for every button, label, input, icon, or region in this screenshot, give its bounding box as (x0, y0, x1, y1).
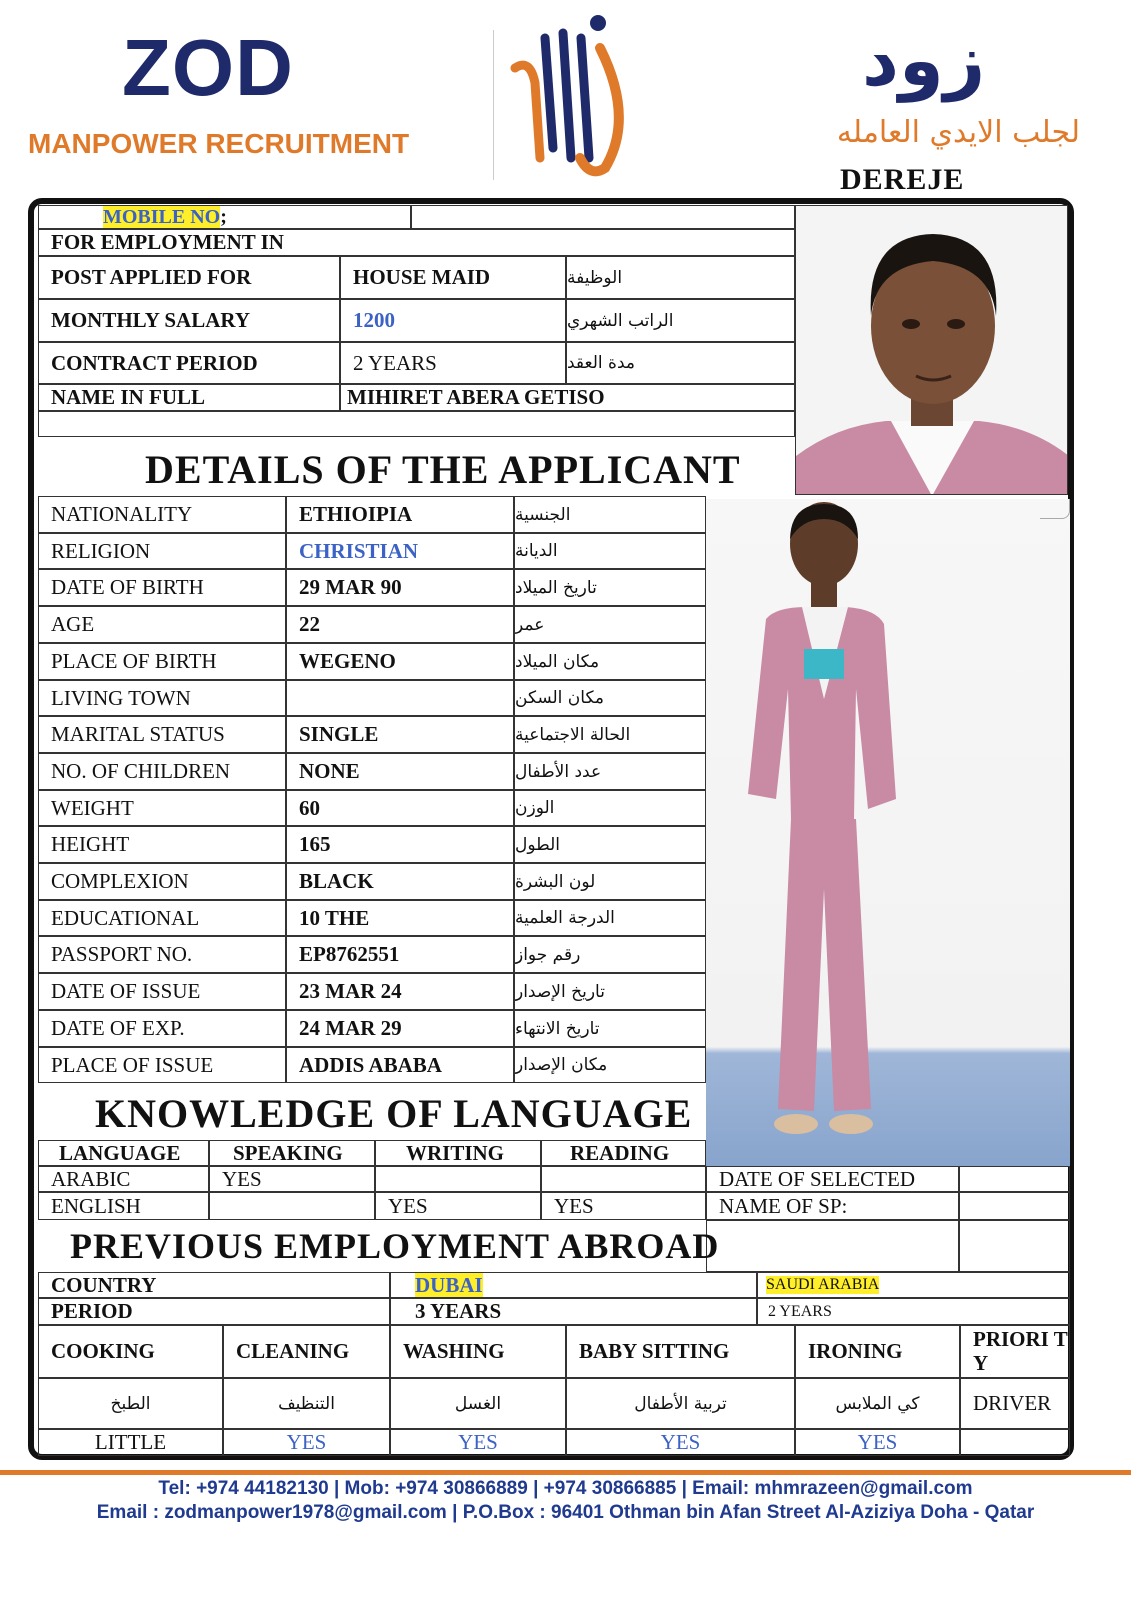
lang-row-english: ENGLISH (38, 1192, 209, 1220)
post-label: POST APPLIED FOR (38, 256, 340, 299)
country-2-cell (757, 1272, 1070, 1298)
detail-label-arabic: الديانة (514, 533, 706, 569)
skill-ar-washing: الغسل (390, 1378, 566, 1429)
detail-label: DATE OF BIRTH (38, 569, 286, 606)
skill-header-priority: PRIORI TY (960, 1325, 1070, 1378)
skill-value-cooking: LITTLE (38, 1429, 223, 1456)
portrait-photo (795, 205, 1068, 495)
footer-contact-line: Tel: +974 44182130 | Mob: +974 30866889 | +974 30866885 | Email: mhmrazeen@gmail.com (158, 1478, 973, 1499)
contract-label: CONTRACT PERIOD (38, 342, 340, 384)
detail-label: COMPLEXION (38, 863, 286, 900)
brand-name: ZOD (122, 23, 294, 112)
skill-header-washing: WASHING (390, 1325, 566, 1378)
country-1: DUBAI (415, 1272, 483, 1297)
details-title: DETAILS OF THE APPLICANT (145, 447, 741, 492)
mobile-field (38, 205, 411, 229)
detail-value: ADDIS ABABA (286, 1047, 514, 1083)
side-empty-1 (706, 1220, 959, 1272)
detail-label-arabic: الدرجة العلمية (514, 900, 706, 936)
brand-subtitle-arabic: لجلب الايدي العامله (836, 115, 1080, 150)
previous-title: PREVIOUS EMPLOYMENT ABROAD (70, 1226, 720, 1266)
footer-divider (0, 1470, 1131, 1475)
detail-value: 165 (286, 826, 514, 863)
detail-label: NO. OF CHILDREN (38, 753, 286, 790)
lang-header-reading: READING (541, 1140, 706, 1166)
side-empty-2 (959, 1220, 1070, 1272)
detail-label: PASSPORT NO. (38, 936, 286, 973)
skill-value-ironing: YES (795, 1429, 960, 1456)
detail-value: SINGLE (286, 716, 514, 753)
detail-value: 10 THE (286, 900, 514, 936)
detail-label: PLACE OF BIRTH (38, 643, 286, 680)
mobile-suffix: ; (220, 205, 227, 228)
sponsor-name-value (959, 1192, 1070, 1220)
country-label: COUNTRY (38, 1272, 390, 1298)
spacer-row (38, 411, 795, 437)
detail-label: HEIGHT (38, 826, 286, 863)
detail-value: 29 MAR 90 (286, 569, 514, 606)
lang-arabic-writing (375, 1166, 541, 1192)
country-2: SAUDI ARABIA (766, 1276, 880, 1293)
post-label-arabic: الوظيفة (566, 256, 795, 299)
skill-ar-babysitting: تربية الأطفال (566, 1378, 795, 1429)
lang-arabic-reading (541, 1166, 706, 1192)
detail-label: EDUCATIONAL (38, 900, 286, 936)
lang-english-speaking (209, 1192, 375, 1220)
name-label: NAME IN FULL (38, 384, 340, 411)
detail-value: ETHIOIPIA (286, 496, 514, 533)
detail-label-arabic: مكان الميلاد (514, 643, 706, 680)
footer-address-line: Email : zodmanpower1978@gmail.com | P.O.Box : 96401 Othman bin Afan Street Al-Aziziya Doha - Qatar (96, 1502, 1035, 1523)
skill-ar-ironing: كي الملابس (795, 1378, 960, 1429)
name-value: MIHIRET ABERA GETISO (340, 384, 795, 411)
skill-header-babysitting: BABY SITTING (566, 1325, 795, 1378)
photo-corner (1040, 499, 1070, 519)
lang-header-writing: WRITING (375, 1140, 541, 1166)
detail-label: LIVING TOWN (38, 680, 286, 716)
detail-label-arabic: رقم جواز (514, 936, 706, 973)
skill-value-cleaning: YES (223, 1429, 390, 1456)
skill-value-washing: YES (390, 1429, 566, 1456)
period-1: 3 YEARS (390, 1298, 757, 1325)
detail-value: EP8762551 (286, 936, 514, 973)
detail-label-arabic: الجنسية (514, 496, 706, 533)
detail-value: NONE (286, 753, 514, 790)
detail-label: RELIGION (38, 533, 286, 569)
mobile-label: MOBILE NO (103, 205, 221, 228)
detail-value: WEGENO (286, 643, 514, 680)
detail-value: 24 MAR 29 (286, 1010, 514, 1047)
salary-value: 1200 (340, 299, 566, 342)
detail-label-arabic: تاريخ الانتهاء (514, 1010, 706, 1047)
agent-name: DEREJE (840, 163, 965, 196)
brand-subtitle: MANPOWER RECRUITMENT (28, 128, 410, 159)
skill-value-priority (960, 1429, 1070, 1456)
employment-in: FOR EMPLOYMENT IN (38, 229, 795, 256)
header-divider (493, 30, 494, 180)
lang-english-reading: YES (541, 1192, 706, 1220)
lang-arabic-speaking: YES (209, 1166, 375, 1192)
detail-label: WEIGHT (38, 790, 286, 826)
detail-label: MARITAL STATUS (38, 716, 286, 753)
language-title: KNOWLEDGE OF LANGUAGE (95, 1091, 693, 1136)
skill-ar-cooking: الطبخ (38, 1378, 223, 1429)
skill-header-cooking: COOKING (38, 1325, 223, 1378)
detail-value (286, 680, 514, 716)
lang-header-speaking: SPEAKING (209, 1140, 375, 1166)
detail-value: CHRISTIAN (286, 533, 514, 569)
sponsor-name-label: NAME OF SP: (706, 1192, 959, 1220)
period-label: PERIOD (38, 1298, 390, 1325)
detail-label: DATE OF EXP. (38, 1010, 286, 1047)
date-selected-value (959, 1166, 1070, 1192)
detail-label-arabic: تاريخ الإصدار (514, 973, 706, 1010)
mobile-value (411, 205, 795, 229)
company-logo-icon (505, 8, 640, 178)
priority-value: DRIVER (960, 1378, 1070, 1429)
skill-value-babysitting: YES (566, 1429, 795, 1456)
detail-label-arabic: الوزن (514, 790, 706, 826)
contract-label-arabic: مدة العقد (566, 342, 795, 384)
contract-value: 2 YEARS (340, 342, 566, 384)
detail-label: AGE (38, 606, 286, 643)
salary-label-arabic: الراتب الشهري (566, 299, 795, 342)
period-2: 2 YEARS (757, 1298, 1070, 1325)
country-1-cell (390, 1272, 757, 1298)
skill-ar-cleaning: التنظيف (223, 1378, 390, 1429)
skill-header-cleaning: CLEANING (223, 1325, 390, 1378)
detail-value: 60 (286, 790, 514, 826)
lang-english-writing: YES (375, 1192, 541, 1220)
detail-label-arabic: الطول (514, 826, 706, 863)
brand-name-arabic: زود (862, 18, 986, 102)
detail-label-arabic: عدد الأطفال (514, 753, 706, 790)
detail-label: PLACE OF ISSUE (38, 1047, 286, 1083)
salary-label: MONTHLY SALARY (38, 299, 340, 342)
post-value: HOUSE MAID (340, 256, 566, 299)
skill-header-ironing: IRONING (795, 1325, 960, 1378)
lang-header-language: LANGUAGE (38, 1140, 209, 1166)
detail-value: BLACK (286, 863, 514, 900)
detail-label-arabic: الحالة الاجتماعية (514, 716, 706, 753)
detail-label: DATE OF ISSUE (38, 973, 286, 1010)
detail-label: NATIONALITY (38, 496, 286, 533)
detail-label-arabic: عمر (514, 606, 706, 643)
lang-row-arabic: ARABIC (38, 1166, 209, 1192)
detail-value: 23 MAR 24 (286, 973, 514, 1010)
detail-value: 22 (286, 606, 514, 643)
date-selected-label: DATE OF SELECTED (706, 1166, 959, 1192)
detail-label-arabic: مكان السكن (514, 680, 706, 716)
detail-label-arabic: تاريخ الميلاد (514, 569, 706, 606)
detail-label-arabic: مكان الإصدار (514, 1047, 706, 1083)
detail-label-arabic: لون البشرة (514, 863, 706, 900)
full-body-photo (706, 499, 1070, 1167)
